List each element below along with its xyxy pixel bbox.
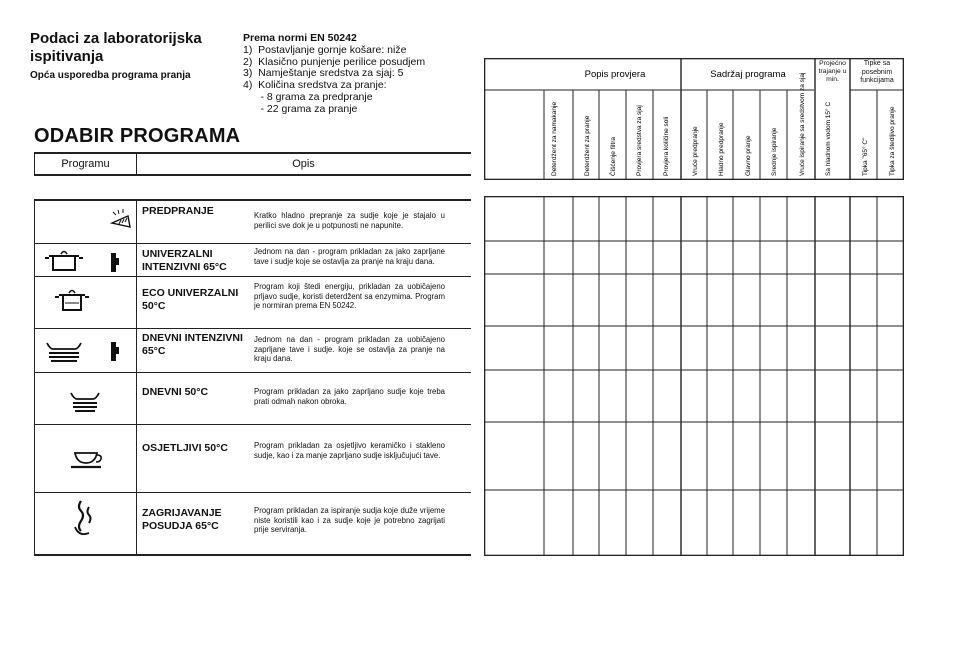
column-header: Tipka za štedljivo pranje <box>889 106 896 176</box>
norm-note-item: 3) Namještanje sredstva za sjaj: 5 <box>243 67 404 80</box>
program-icon-cell <box>35 493 137 556</box>
column-header: Deterdžent za namakanje <box>551 101 558 176</box>
program-description: Jednom na dan - program prikladan za jako zaprljane tave i sudje koje se ostavlja za pranje na kraju dana. <box>254 247 445 266</box>
program-row <box>35 329 471 373</box>
check-table-header <box>484 58 904 180</box>
program-name: PREDPRANJE <box>142 205 214 217</box>
column-header-description: Opis <box>292 158 315 170</box>
group-header-program-content: Sadržaj programa <box>710 69 786 80</box>
program-table-header <box>34 152 471 176</box>
column-header: Provjera sredstva za sjaj <box>636 105 643 176</box>
column-header: Provjera količine soli <box>663 116 670 176</box>
column-header: Deterdžent za pranje <box>584 115 591 176</box>
program-icon-cell <box>35 201 137 243</box>
norm-note-item: - 8 grama za predpranje <box>243 90 373 103</box>
column-header: Tipka "65° C" <box>862 137 869 176</box>
program-description: Program prikladan za ispiranje sudja koje duže vrijeme niste koristili kao i za sudje koje je potrebno zagrijati prije serviranja. <box>254 506 445 534</box>
steam-icon <box>35 493 136 556</box>
group-header-duration: Projećno trajanje u min. <box>818 60 847 83</box>
program-description: Jednom na dan - program prikladan za uobičajeno zaprljane tave i sudje. koje se ostavlja za pranje na kraju dana. <box>254 335 445 363</box>
norm-notes <box>243 33 425 116</box>
program-row <box>35 201 471 244</box>
program-description: Program koji štedi energiju, prikladan za uobičajeno prljavo sudje, koristi deterdžent sa enzymima. Program je normiran prema EN 50242. <box>254 282 445 310</box>
tablet-icon <box>111 253 116 272</box>
program-description: Program prikladan za jako zaprljano sudje koje treba prati odmah nakon obroka. <box>254 387 445 406</box>
column-header: Hladno predpranje <box>718 122 725 176</box>
norm-note-item: 4) Količina sredstva za pranje: <box>243 79 387 92</box>
column-header: Čišćenje filtra <box>610 136 617 176</box>
program-icon-cell <box>35 244 137 276</box>
norm-note-item: - 22 grama za pranje <box>243 102 358 115</box>
norm-note-item: 2) Klasično punjenje perilice posudjem <box>243 55 426 68</box>
program-icon-cell <box>35 329 137 372</box>
column-header: Srednje ispiranje <box>771 127 778 176</box>
program-table <box>34 199 471 556</box>
pot-eco-icon <box>35 277 136 329</box>
page-subtitle: Opća usporedba programa pranja <box>30 70 191 81</box>
program-name: DNEVNI 50°C <box>142 386 209 398</box>
norm-notes-title: Prema normi EN 50242 <box>243 32 357 44</box>
cup-icon <box>35 425 136 493</box>
program-description: Program prikladan za osjetljivo keramičko i stakleno sudje, kao i za manje zaprljano sudje isključujući tave. <box>254 441 445 460</box>
program-row <box>35 425 471 493</box>
program-name: DNEVNI INTENZIVNI 65°C <box>142 332 243 357</box>
program-row <box>35 373 471 425</box>
tablet-icon <box>111 342 116 361</box>
pot-icon <box>35 244 136 277</box>
plates-icon <box>35 373 136 425</box>
program-name: ECO UNIVERZALNI 50°C <box>142 287 239 312</box>
column-header: Sa hladnom vodom 15° C <box>825 101 832 176</box>
program-description: Kratko hladno prepranje za sudje koje je stajalo u perilici sve dok je u potpunosti ne napunite. <box>254 211 445 230</box>
program-row <box>35 493 471 556</box>
group-header-checks: Popis provjera <box>584 69 646 80</box>
page-title: Podaci za laboratorijska ispitivanja <box>30 30 202 65</box>
program-icon-cell <box>35 277 137 328</box>
program-section-title: ODABIR PROGRAMA <box>34 125 241 147</box>
check-table-body <box>484 196 904 556</box>
program-icon-cell <box>35 425 137 492</box>
group-header-special-buttons: Tipke sa posebnim funkcijama <box>860 60 894 84</box>
prewash-spray-icon <box>35 201 136 244</box>
column-header: Vruće predpranje <box>692 126 699 176</box>
program-row <box>35 277 471 329</box>
program-row <box>35 244 471 277</box>
column-header: Vruće ispiranje sa sredstvom za sjaj <box>799 72 806 176</box>
program-name: UNIVERZALNI INTENZIVNI 65°C <box>142 248 227 273</box>
column-header: Glavno pranje <box>745 135 752 176</box>
program-name: ZAGRIJAVANJE POSUDJA 65°C <box>142 507 222 532</box>
plates-stack-icon <box>35 329 136 373</box>
program-name: OSJETLJIVI 50°C <box>142 442 228 454</box>
program-icon-cell <box>35 373 137 424</box>
norm-note-item: 1) Postavljanje gornje košare: niže <box>243 43 407 56</box>
column-header-program: Programu <box>35 154 137 174</box>
